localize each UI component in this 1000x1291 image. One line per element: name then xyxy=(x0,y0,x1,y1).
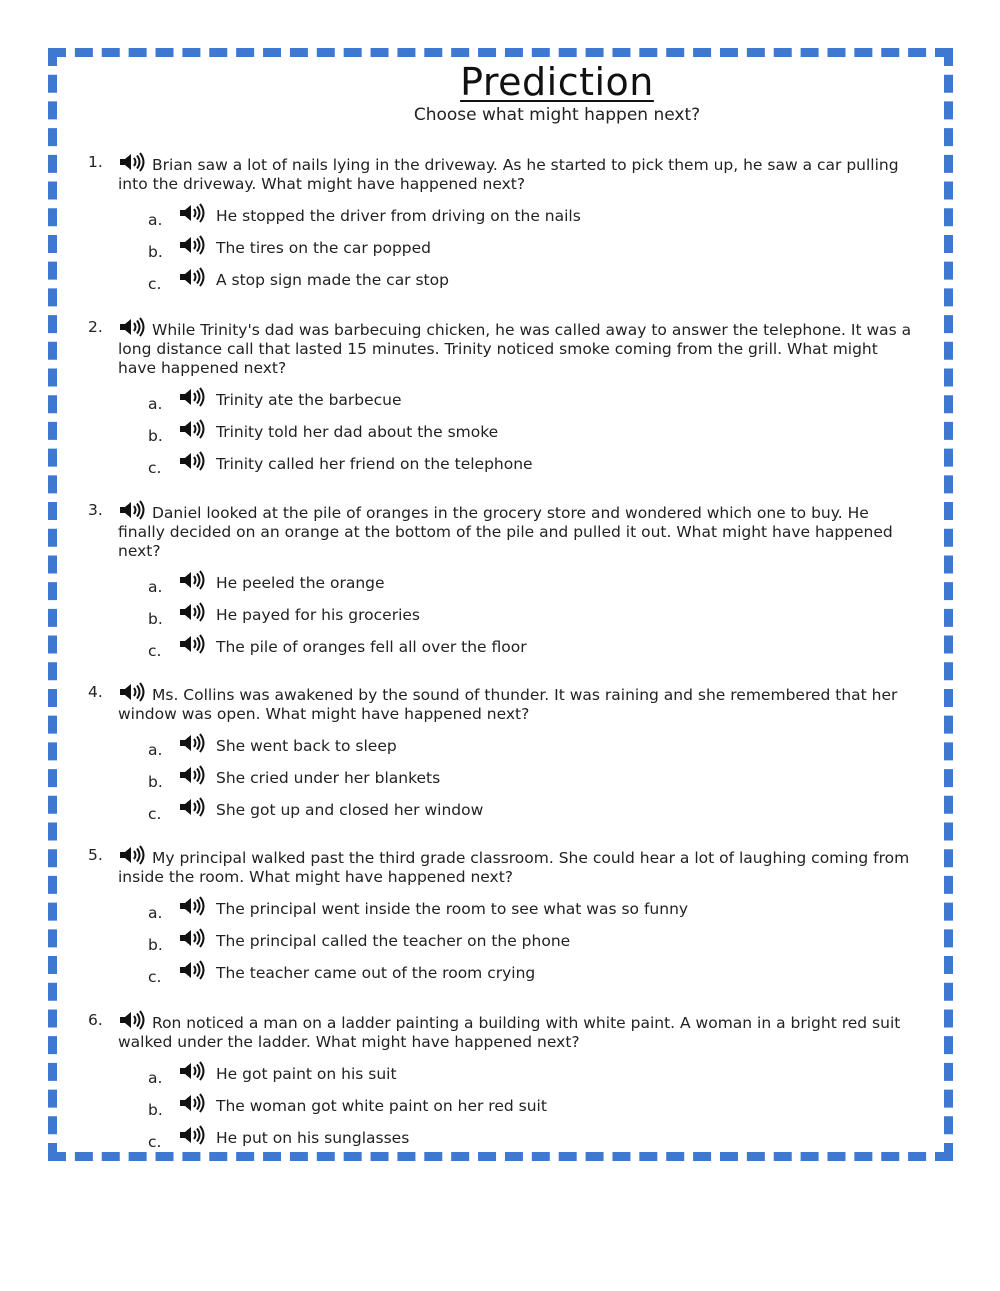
speaker-icon[interactable] xyxy=(178,450,206,470)
question-text-content: My principal walked past the third grade classroom. She could hear a lot of laughing coming from inside the room. What might have happened next? xyxy=(118,849,910,886)
option-list xyxy=(88,1058,918,1154)
option-list xyxy=(88,384,918,480)
option-text: The principal went inside the room to see what was so funny xyxy=(216,900,689,918)
option-label: a. xyxy=(148,1069,163,1087)
question-number: 3. xyxy=(88,501,103,519)
speaker-icon[interactable] xyxy=(178,959,206,979)
question-text-content: While Trinity's dad was barbecuing chicken, he was called away to answer the telephone. It was a long distance call that lasted 15 minutes. Trinity noticed smoke coming from the grill. What might have happened next? xyxy=(118,321,912,377)
question-2 xyxy=(88,317,918,480)
option-text: He stopped the driver from driving on the nails xyxy=(216,207,581,225)
option-b[interactable] xyxy=(88,416,918,448)
speaker-icon[interactable] xyxy=(178,1092,206,1112)
option-label: c. xyxy=(148,459,162,477)
question-number: 1. xyxy=(88,153,103,171)
speaker-icon[interactable] xyxy=(178,569,206,589)
option-label: c. xyxy=(148,1133,162,1151)
option-text: The tires on the car popped xyxy=(216,239,432,257)
option-text: He got paint on his suit xyxy=(216,1065,397,1083)
option-c[interactable] xyxy=(88,448,918,480)
speaker-icon[interactable] xyxy=(178,1060,206,1080)
question-number: 4. xyxy=(88,683,103,701)
option-label: c. xyxy=(148,968,162,986)
question-number: 6. xyxy=(88,1011,103,1029)
question-number: 2. xyxy=(88,318,103,336)
option-list xyxy=(88,567,918,663)
question-5 xyxy=(88,845,918,989)
page-subtitle: Choose what might happen next? xyxy=(413,105,701,125)
option-text: A stop sign made the car stop xyxy=(216,271,449,289)
page-title: Prediction xyxy=(460,60,654,104)
option-label: a. xyxy=(148,395,163,413)
option-a[interactable] xyxy=(88,893,918,925)
speaker-icon[interactable] xyxy=(178,418,206,438)
question-header xyxy=(88,845,918,887)
speaker-icon[interactable] xyxy=(178,732,206,752)
option-a[interactable] xyxy=(88,567,918,599)
question-text-content: Ron noticed a man on a ladder painting a building with white paint. A woman in a bright red suit walked under the ladder. What might have happened next? xyxy=(118,1014,901,1051)
option-label: b. xyxy=(148,427,163,445)
speaker-icon[interactable] xyxy=(178,1124,206,1144)
speaker-icon[interactable] xyxy=(178,234,206,254)
speaker-icon[interactable] xyxy=(118,317,146,337)
question-text xyxy=(118,682,918,724)
speaker-icon[interactable] xyxy=(178,895,206,915)
option-list xyxy=(88,893,918,989)
speaker-icon[interactable] xyxy=(118,682,146,702)
question-1 xyxy=(88,152,918,296)
speaker-icon[interactable] xyxy=(118,152,146,172)
question-text-content: Brian saw a lot of nails lying in the driveway. As he started to pick them up, he saw a car pulling into the driveway. What might have happened next? xyxy=(118,156,899,193)
option-text: The woman got white paint on her red suit xyxy=(216,1097,547,1115)
option-c[interactable] xyxy=(88,1122,918,1154)
option-c[interactable] xyxy=(88,264,918,296)
question-text xyxy=(118,845,918,887)
option-label: a. xyxy=(148,211,163,229)
question-text-content: Daniel looked at the pile of oranges in the grocery store and wondered which one to buy. He finally decided on an orange at the bottom of the pile and pulled it out. What might have happened next? xyxy=(118,504,893,560)
option-label: a. xyxy=(148,741,163,759)
option-list xyxy=(88,730,918,826)
option-label: c. xyxy=(148,275,162,293)
option-text: Trinity called her friend on the telephone xyxy=(216,455,533,473)
option-c[interactable] xyxy=(88,631,918,663)
option-label: b. xyxy=(148,610,163,628)
speaker-icon[interactable] xyxy=(178,601,206,621)
speaker-icon[interactable] xyxy=(178,202,206,222)
option-text: Trinity told her dad about the smoke xyxy=(216,423,499,441)
question-text xyxy=(118,1010,918,1052)
option-b[interactable] xyxy=(88,1090,918,1122)
option-text: Trinity ate the barbecue xyxy=(216,391,402,409)
question-3 xyxy=(88,500,918,663)
option-label: a. xyxy=(148,578,163,596)
question-number: 5. xyxy=(88,846,103,864)
speaker-icon[interactable] xyxy=(178,266,206,286)
option-text: He payed for his groceries xyxy=(216,606,421,624)
option-a[interactable] xyxy=(88,200,918,232)
speaker-icon[interactable] xyxy=(178,927,206,947)
option-label: c. xyxy=(148,805,162,823)
option-c[interactable] xyxy=(88,957,918,989)
question-4 xyxy=(88,682,918,826)
option-label: b. xyxy=(148,936,163,954)
option-b[interactable] xyxy=(88,599,918,631)
option-text: The pile of oranges fell all over the floor xyxy=(216,638,527,656)
option-label: b. xyxy=(148,1101,163,1119)
option-b[interactable] xyxy=(88,232,918,264)
option-text: He peeled the orange xyxy=(216,574,385,592)
speaker-icon[interactable] xyxy=(178,796,206,816)
option-text: She went back to sleep xyxy=(216,737,397,755)
question-header xyxy=(88,500,918,561)
speaker-icon[interactable] xyxy=(118,500,146,520)
question-text xyxy=(118,152,918,194)
question-header xyxy=(88,317,918,378)
option-text: She got up and closed her window xyxy=(216,801,484,819)
question-6 xyxy=(88,1010,918,1154)
option-text: She cried under her blankets xyxy=(216,769,441,787)
option-text: The teacher came out of the room crying xyxy=(216,964,536,982)
option-label: a. xyxy=(148,904,163,922)
question-text-content: Ms. Collins was awakened by the sound of thunder. It was raining and she remembered that her window was open. What might have happened next? xyxy=(118,686,898,723)
speaker-icon[interactable] xyxy=(178,633,206,653)
option-text: He put on his sunglasses xyxy=(216,1129,410,1147)
speaker-icon[interactable] xyxy=(118,845,146,865)
speaker-icon[interactable] xyxy=(118,1010,146,1030)
option-label: b. xyxy=(148,243,163,261)
question-text xyxy=(118,317,918,378)
option-a[interactable] xyxy=(88,730,918,762)
option-label: c. xyxy=(148,642,162,660)
option-b[interactable] xyxy=(88,762,918,794)
option-c[interactable] xyxy=(88,794,918,826)
question-text xyxy=(118,500,918,561)
option-b[interactable] xyxy=(88,925,918,957)
question-header xyxy=(88,682,918,724)
option-text: The principal called the teacher on the phone xyxy=(216,932,571,950)
speaker-icon[interactable] xyxy=(178,764,206,784)
option-a[interactable] xyxy=(88,384,918,416)
question-header xyxy=(88,1010,918,1052)
option-list xyxy=(88,200,918,296)
speaker-icon[interactable] xyxy=(178,386,206,406)
question-header xyxy=(88,152,918,194)
option-a[interactable] xyxy=(88,1058,918,1090)
option-label: b. xyxy=(148,773,163,791)
